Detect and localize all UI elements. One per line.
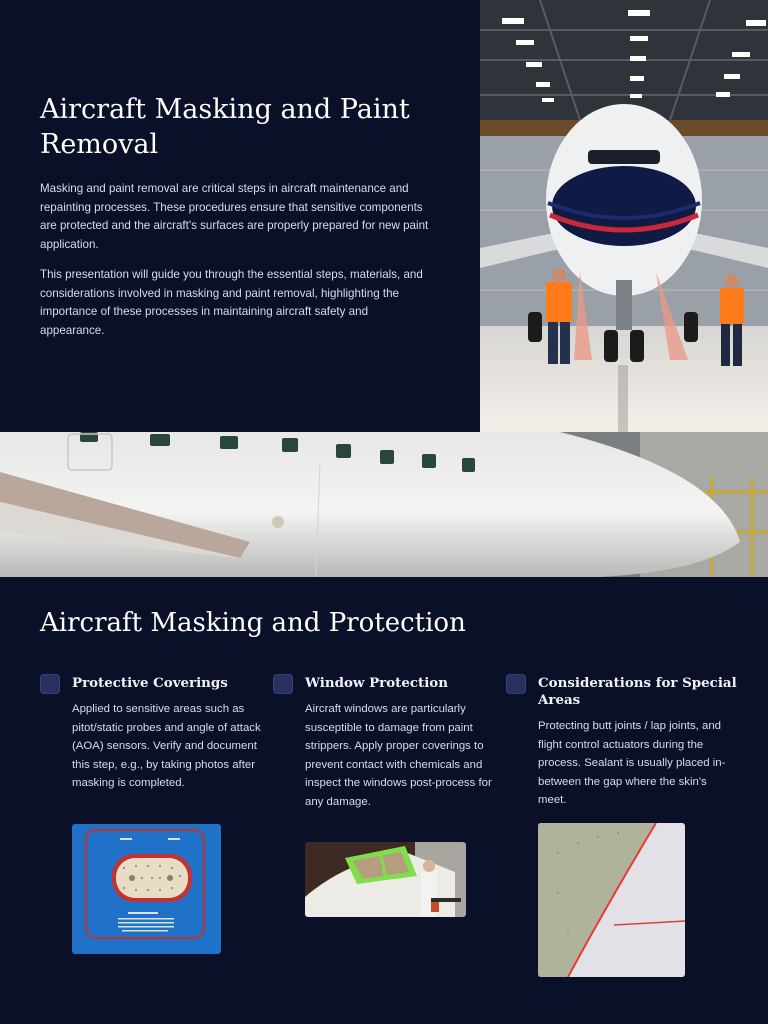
section-title: Aircraft Masking and Protection <box>40 608 466 638</box>
feature-title: Protective Coverings <box>72 675 228 691</box>
checkbox-icon <box>273 674 293 694</box>
hangar-aircraft-photo <box>480 0 768 432</box>
hero-text-panel <box>0 0 480 432</box>
feature-description: Applied to sensitive areas such as pitot/static probes and angle of attack (AOA) sensors. Verify and document this step, e.g., by taking photos after masking is completed. <box>72 703 261 789</box>
window-masking-photo <box>305 842 466 917</box>
overview-paragraph: This presentation will guide you through the essential steps, materials, and considerations involved in masking and paint removal, highlighting the importance of these processes in maintaining aircraft safety and appearance. <box>40 268 423 337</box>
sealed-joint-photo <box>538 823 685 977</box>
feature-title: Window Protection <box>305 675 448 691</box>
checkbox-icon <box>506 674 526 694</box>
feature-description: Protecting butt joints / lap joints, and flight control actuators during the process. Sealant is usually placed in-between the gap where the skin's meet. <box>538 720 726 806</box>
masked-sensor-photo <box>72 824 221 954</box>
intro-paragraph: Masking and paint removal are critical steps in aircraft maintenance and repainting processes. These procedures ensure that sensitive components are protected and the aircraft's surfaces are properly prepared for new paint application. <box>40 182 429 251</box>
feature-description: Aircraft windows are particularly susceptible to damage from paint strippers. Apply proper coverings to prevent contact with chemicals and inspect the windows post-process for any damage. <box>305 703 492 808</box>
checkbox-icon <box>40 674 60 694</box>
feature-title: Considerations for Special Areas <box>538 675 737 708</box>
aircraft-fuselage-photo <box>0 432 768 577</box>
hero-section <box>0 0 768 432</box>
page-title: Aircraft Masking and Paint Removal <box>40 94 410 160</box>
